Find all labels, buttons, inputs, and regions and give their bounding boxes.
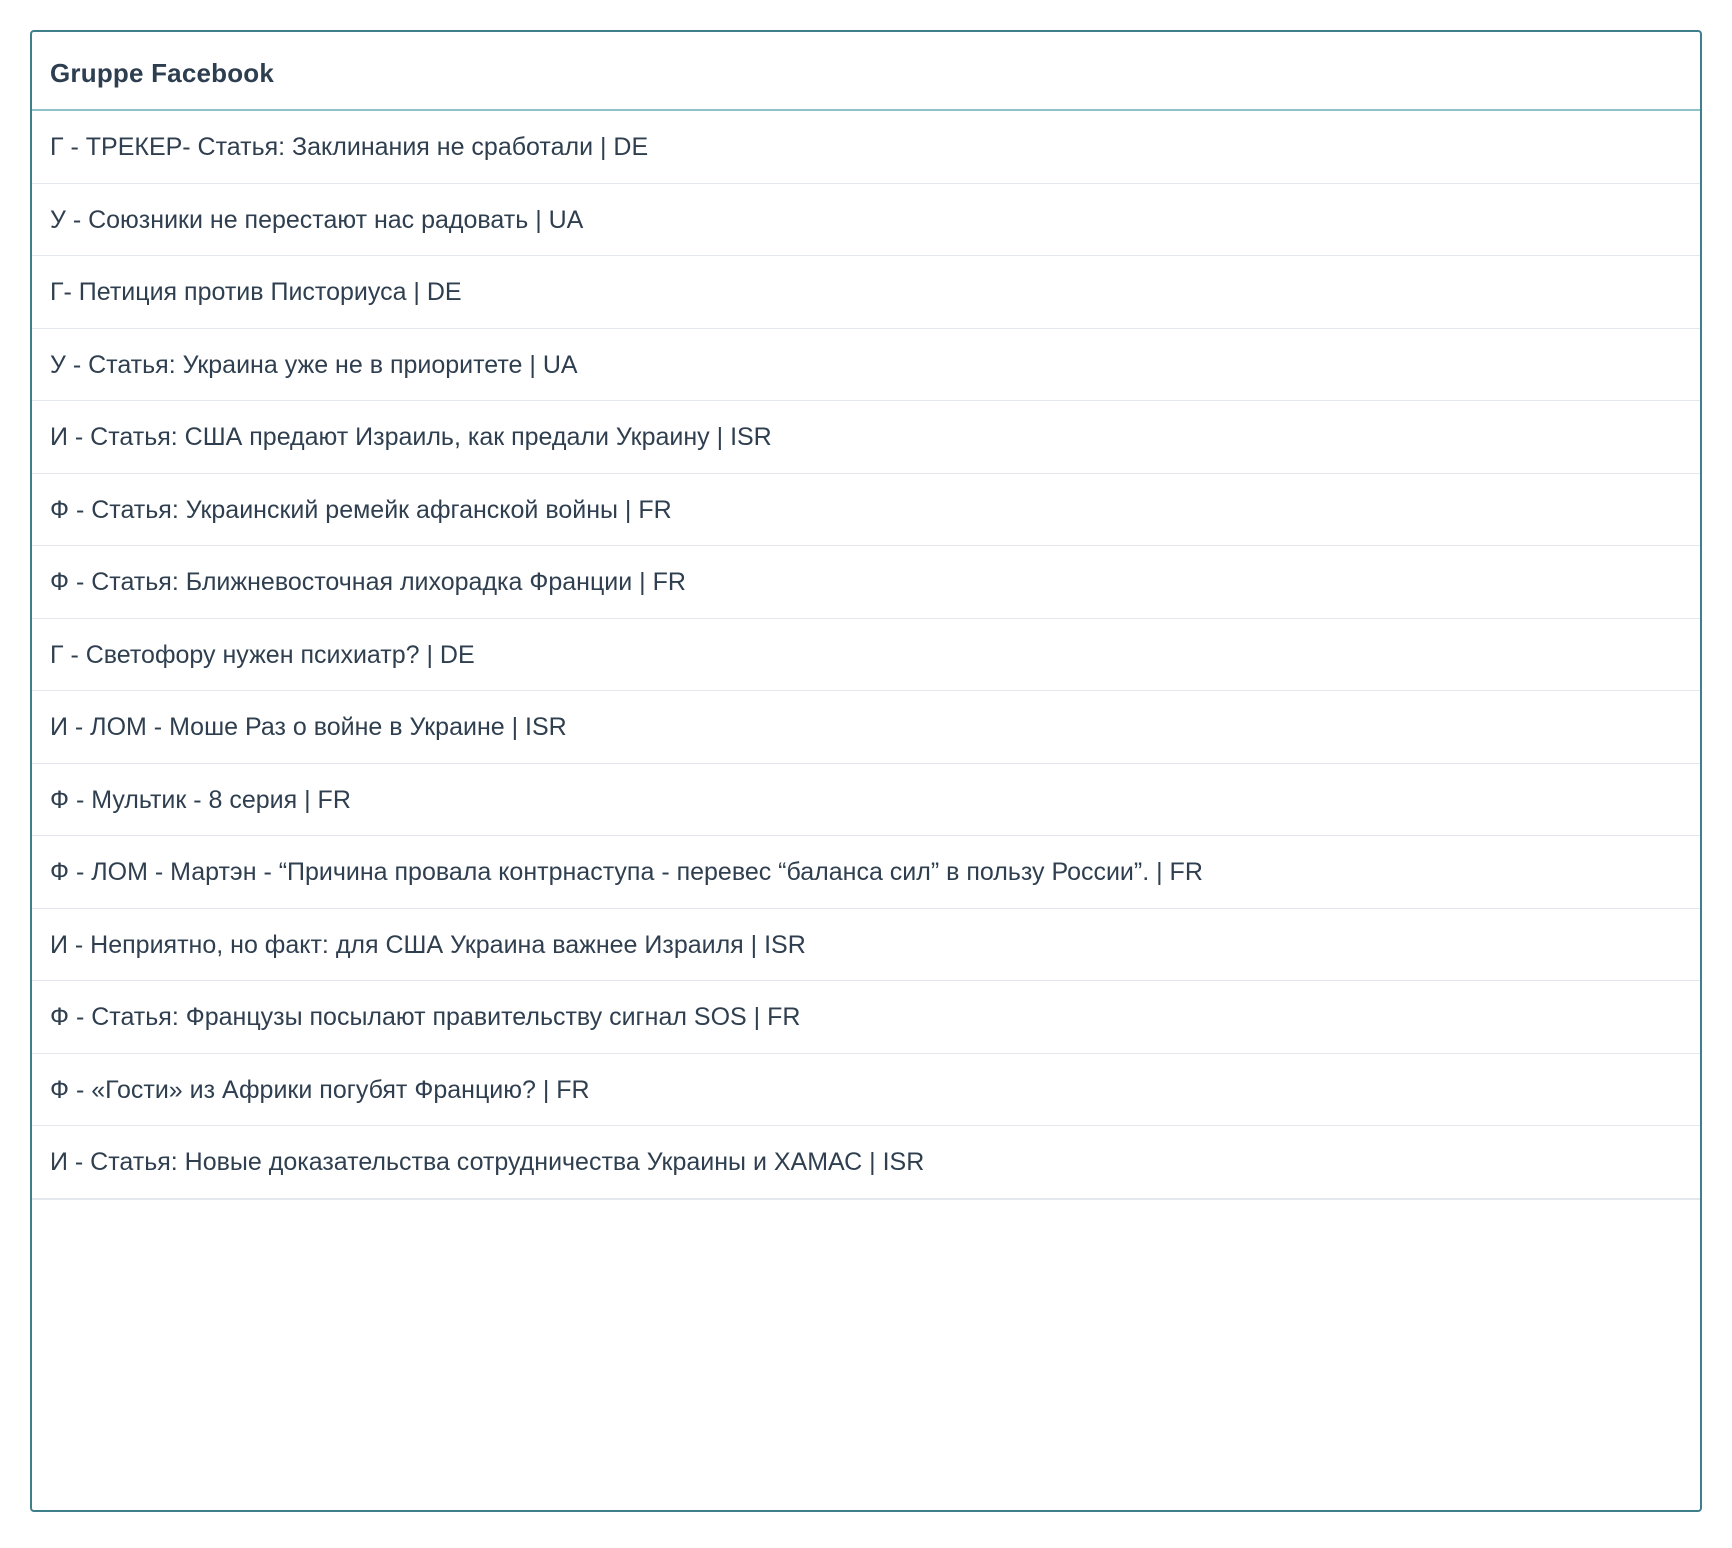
- list-item[interactable]: Ф - Статья: Французы посылают правительству сигнал SOS | FR: [32, 981, 1700, 1054]
- list-item[interactable]: И - Неприятно, но факт: для США Украина важнее Израиля | ISR: [32, 909, 1700, 982]
- panel-title: Gruppe Facebook: [50, 58, 275, 88]
- facebook-group-panel: [30, 30, 1702, 1512]
- list-item[interactable]: Ф - Статья: Ближневосточная лихорадка Франции | FR: [32, 546, 1700, 619]
- list-item[interactable]: У - Союзники не перестают нас радовать | UA: [32, 184, 1700, 257]
- list-item[interactable]: Ф - Мультик - 8 серия | FR: [32, 764, 1700, 837]
- list-item[interactable]: Ф - Статья: Украинский ремейк афганской войны | FR: [32, 474, 1700, 547]
- list-item[interactable]: Ф - «Гости» из Африки погубят Францию? | FR: [32, 1054, 1700, 1127]
- content-list: [32, 111, 1700, 1285]
- list-item[interactable]: Г- Петиция против Писториуса | DE: [32, 256, 1700, 329]
- list-item[interactable]: И - Статья: Новые доказательства сотрудничества Украины и ХАМАС | ISR: [32, 1126, 1700, 1199]
- list-item[interactable]: И - Статья: США предают Израиль, как предали Украину | ISR: [32, 401, 1700, 474]
- list-item[interactable]: Г - ТРЕКЕР- Статья: Заклинания не сработали | DE: [32, 111, 1700, 184]
- list-item[interactable]: И - ЛОМ - Моше Раз о войне в Украине | ISR: [32, 691, 1700, 764]
- list-footer-spacer: [32, 1199, 1700, 1285]
- list-item[interactable]: Г - Светофору нужен психиатр? | DE: [32, 619, 1700, 692]
- list-item[interactable]: Ф - ЛОМ - Мартэн - “Причина провала контрнаступа - перевес “баланса сил” в пользу России”. | FR: [32, 836, 1700, 909]
- panel-header: [32, 32, 1700, 111]
- list-item[interactable]: У - Статья: Украина уже не в приоритете | UA: [32, 329, 1700, 402]
